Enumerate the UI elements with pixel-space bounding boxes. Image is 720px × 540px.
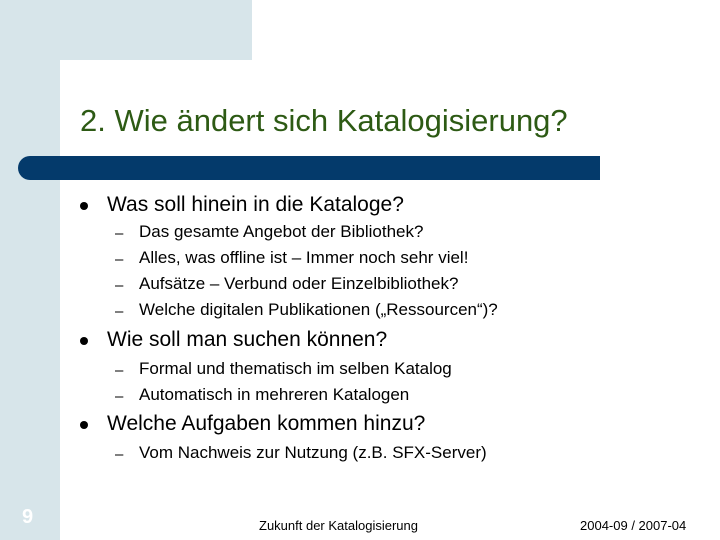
- left-sidebar-band: [0, 0, 60, 540]
- bullet-1-sub-3: Aufsätze – Verbund oder Einzelbibliothek?: [139, 274, 459, 293]
- dash-1-3: –: [115, 277, 124, 294]
- bullet-dot-3: [80, 421, 88, 429]
- dash-1-4: –: [115, 303, 124, 320]
- dash-2-2: –: [115, 388, 124, 405]
- footer-title: Zukunft der Katalogisierung: [259, 518, 418, 533]
- dash-1-2: –: [115, 251, 124, 268]
- bullet-1-text: Was soll hinein in die Kataloge?: [107, 193, 404, 216]
- bullet-2-text: Wie soll man suchen können?: [107, 328, 388, 351]
- bullet-2-sub-1: Formal und thematisch im selben Katalog: [139, 359, 452, 378]
- bullet-dot-1: [80, 202, 88, 210]
- dash-3-1: –: [115, 446, 124, 463]
- page-number: 9: [22, 506, 34, 528]
- bullet-3-sub-1: Vom Nachweis zur Nutzung (z.B. SFX-Server): [139, 443, 487, 462]
- bullet-1-sub-4: Welche digitalen Publikationen („Ressourcen“)?: [139, 300, 498, 319]
- bullet-3-text: Welche Aufgaben kommen hinzu?: [107, 412, 426, 435]
- dash-2-1: –: [115, 362, 124, 379]
- bullet-2-sub-2: Automatisch in mehreren Katalogen: [139, 385, 410, 404]
- title-rule-bar: [18, 156, 600, 180]
- bullet-1-sub-1: Das gesamte Angebot der Bibliothek?: [139, 222, 424, 241]
- bullet-1-sub-2: Alles, was offline ist – Immer noch sehr viel!: [139, 248, 469, 267]
- bullet-dot-2: [80, 337, 88, 345]
- top-band: [0, 0, 252, 60]
- dash-1-1: –: [115, 225, 124, 242]
- slide-title: 2. Wie ändert sich Katalogisierung?: [80, 103, 568, 138]
- footer-date: 2004-09 / 2007-04: [580, 518, 687, 533]
